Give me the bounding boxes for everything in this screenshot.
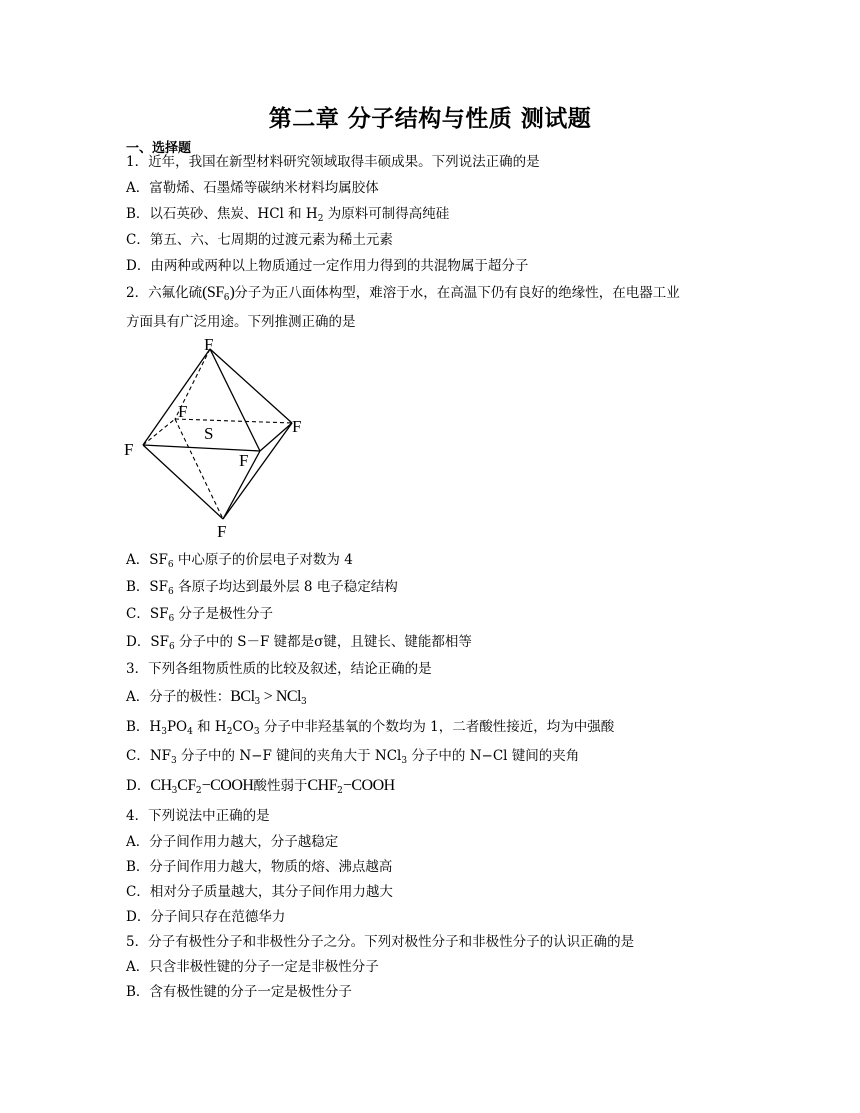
label-f-right: F bbox=[292, 417, 302, 436]
q1-option-b: B．以石英砂、焦炭、HCl 和 $H_2$ 为原料可制得高纯硅 bbox=[126, 206, 450, 224]
q4-stem: 4．下列说法中正确的是 bbox=[126, 808, 270, 824]
label-f-bottom: F bbox=[217, 522, 227, 541]
q1-option-c: C．第五、六、七周期的过渡元素为稀土元素 bbox=[126, 232, 393, 248]
q2-stem: 2．六氟化硫$(SF_6)$分子为正八面体构型，难溶于水，在高温下仍有良好的绝缘性，在电器工业 bbox=[126, 284, 680, 303]
q1-option-a: A．富勒烯、石墨烯等碳纳米材料均属胶体 bbox=[126, 180, 379, 196]
q3-option-c: C．$NF_3$ 分子中的 N−F 键间的夹角大于 NCl$_3$ 分子中的 N−Cl 键间的夹角 bbox=[126, 748, 580, 766]
q3-option-a: A．分子的极性：BCl$_3$ > NCl$_3$ bbox=[126, 688, 307, 707]
q5-stem: 5．分子有极性分子和非极性分子之分。下列对极性分子和非极性分子的认识正确的是 bbox=[126, 934, 635, 950]
q2-stem-line2: 方面具有广泛用途。下列推测正确的是 bbox=[126, 314, 356, 330]
q2-option-c: C．$SF_6$ 分子是极性分子 bbox=[126, 606, 273, 624]
q2-option-b: B．$SF_6$ 各原子均达到最外层 8 电子稳定结构 bbox=[126, 579, 398, 597]
label-f-top: F bbox=[204, 335, 214, 354]
q3-option-b: B．$H_3PO_4$ 和 $H_2CO_3$ 分子中非羟基氧的个数均为 1，二者酸性接近，均为中强酸 bbox=[126, 719, 615, 737]
q1-option-d: D．由两种或两种以上物质通过一定作用力得到的共混物属于超分子 bbox=[126, 258, 529, 274]
q3-option-d: D．$CH_3CF_2-COOH$酸性弱于$CHF_2-COOH$ bbox=[126, 777, 395, 796]
q4-option-c: C．相对分子质量越大，其分子间作用力越大 bbox=[126, 884, 393, 900]
label-f-left: F bbox=[124, 440, 134, 459]
q1-stem: 1．近年，我国在新型材料研究领域取得丰硕成果。下列说法正确的是 bbox=[126, 154, 540, 170]
section-heading: 一、选择题 bbox=[126, 141, 192, 156]
sf6-octahedron-diagram bbox=[120, 333, 320, 543]
page-title: 第二章 分子结构与性质 测试题 bbox=[268, 106, 592, 132]
q5-option-a: A．只含非极性键的分子一定是非极性分子 bbox=[126, 959, 379, 975]
q2-option-d: D．$SF_6$ 分子中的 S－F 键都是σ键，且键长、键能都相等 bbox=[126, 634, 472, 652]
label-f-back: F bbox=[178, 402, 188, 421]
q4-option-b: B．分子间作用力越大，物质的熔、沸点越高 bbox=[126, 859, 393, 875]
label-f-front: F bbox=[239, 451, 249, 470]
label-s-center: S bbox=[204, 424, 214, 443]
q2-option-a: A．$SF_6$ 中心原子的价层电子对数为 4 bbox=[126, 552, 353, 570]
q5-option-b: B．含有极性键的分子一定是极性分子 bbox=[126, 984, 352, 1000]
q4-option-d: D．分子间只存在范德华力 bbox=[126, 909, 286, 925]
q4-option-a: A．分子间作用力越大，分子越稳定 bbox=[126, 834, 339, 850]
q3-stem: 3．下列各组物质性质的比较及叙述，结论正确的是 bbox=[126, 661, 432, 677]
